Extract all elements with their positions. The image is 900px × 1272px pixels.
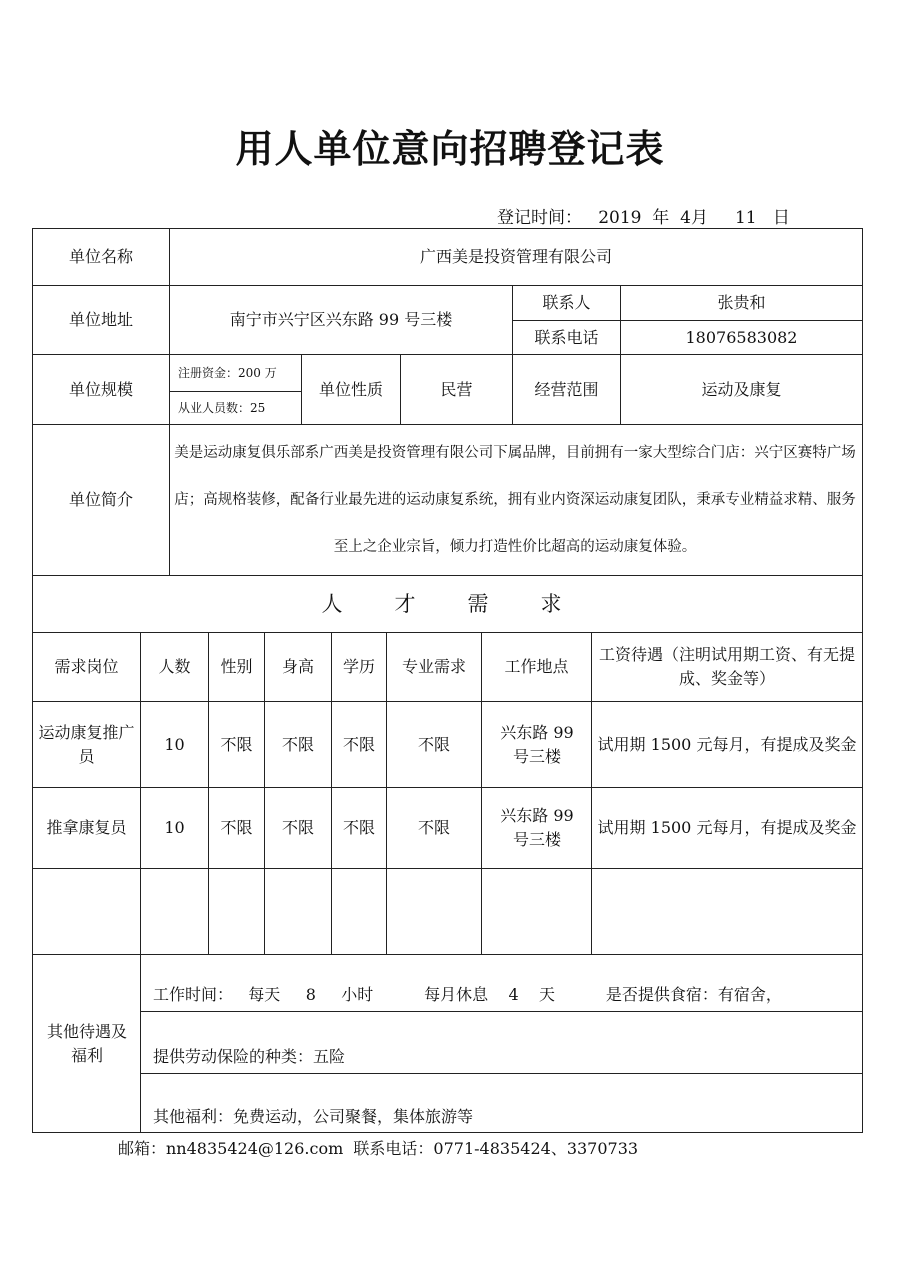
job-height: 不限 bbox=[281, 818, 314, 837]
divider bbox=[32, 868, 863, 869]
divider bbox=[591, 632, 592, 954]
job-location: 兴东路 99 号三楼 bbox=[500, 722, 574, 766]
registration-date bbox=[497, 203, 790, 228]
header-major: 专业需求 bbox=[401, 657, 466, 676]
work-time: 工作时间： 每天 8 小时 每月休息 4 天 是否提供食宿：有宿舍， bbox=[153, 985, 782, 1004]
business-scope-label: 经营范围 bbox=[534, 379, 599, 399]
header-headcount: 人数 bbox=[158, 657, 191, 676]
reg-year: 2019 bbox=[598, 208, 642, 228]
company-nature-label: 单位性质 bbox=[318, 379, 383, 399]
reg-date-label: 登记时间： bbox=[497, 208, 582, 228]
company-intro-text: 美是运动康复俱乐部系广西美是投资管理有限公司下属品牌，目前拥有一家大型综合门店：兴宁区赛特广场店；高规格装修，配备行业最先进的运动康复系统，拥有业内资深运动康复团队，秉承专业精益求精、服务至上之企业宗旨，倾力打造性价比超高的运动康复体验。 bbox=[174, 445, 856, 555]
reg-year-unit: 年 bbox=[652, 208, 670, 228]
company-name: 广西美是投资管理有限公司 bbox=[419, 247, 612, 266]
header-gender: 性别 bbox=[220, 657, 253, 676]
company-name-label: 单位名称 bbox=[68, 247, 133, 266]
job-location: 兴东路 99 号三楼 bbox=[500, 806, 574, 849]
header-location: 工作地点 bbox=[504, 657, 569, 676]
job-headcount: 10 bbox=[164, 818, 185, 837]
company-nature: 民营 bbox=[440, 379, 473, 399]
company-scale-label: 单位规模 bbox=[68, 379, 133, 399]
business-scope: 运动及康复 bbox=[701, 379, 782, 399]
reg-day: 11 bbox=[734, 208, 757, 228]
job-education: 不限 bbox=[342, 818, 375, 837]
job-gender: 不限 bbox=[220, 734, 253, 754]
job-position: 运动康复推广员 bbox=[38, 722, 135, 766]
header-education: 学历 bbox=[342, 657, 375, 676]
job-headcount: 10 bbox=[164, 734, 185, 754]
job-education: 不限 bbox=[342, 734, 375, 754]
footer-contact: 邮箱：nn4835424@126.com 联系电话：0771-4835424、3370733 bbox=[118, 1139, 639, 1158]
contact-name: 张贵和 bbox=[717, 293, 766, 312]
company-intro-label: 单位简介 bbox=[68, 490, 133, 509]
header-salary: 工资待遇（注明试用期工资、有无提成、奖金等） bbox=[598, 645, 855, 688]
contact-phone: 18076583082 bbox=[685, 327, 798, 347]
contact-label: 联系人 bbox=[542, 293, 591, 312]
divider bbox=[140, 1073, 863, 1074]
company-address-label: 单位地址 bbox=[68, 310, 133, 329]
divider bbox=[32, 954, 863, 955]
insurance-types: 提供劳动保险的种类：五险 bbox=[153, 1047, 346, 1066]
talent-demand-title: 人才需求 bbox=[321, 592, 614, 616]
registered-capital: 注册资金：200 万 bbox=[178, 366, 277, 380]
reg-month-unit: 月 bbox=[690, 208, 708, 228]
other-benefits: 其他福利：免费运动，公司聚餐，集体旅游等 bbox=[153, 1107, 474, 1126]
divider bbox=[140, 1011, 863, 1012]
form-title: 用人单位意向招聘登记表 bbox=[235, 126, 665, 171]
reg-day-unit: 日 bbox=[772, 208, 790, 228]
company-address: 南宁市兴宁区兴东路 99 号三楼 bbox=[229, 310, 453, 329]
job-position: 推拿康复员 bbox=[46, 818, 127, 837]
job-salary: 试用期 1500 元每月，有提成及奖金 bbox=[597, 734, 857, 754]
company-intro bbox=[170, 428, 860, 573]
phone-label: 联系电话 bbox=[534, 327, 599, 347]
benefits-label: 其他待遇及福利 bbox=[46, 1022, 127, 1065]
job-major: 不限 bbox=[417, 734, 450, 754]
job-salary: 试用期 1500 元每月，有提成及奖金 bbox=[597, 818, 857, 837]
job-height: 不限 bbox=[281, 734, 314, 754]
job-major: 不限 bbox=[417, 818, 450, 837]
job-gender: 不限 bbox=[220, 818, 253, 837]
employee-count: 从业人员数：25 bbox=[178, 401, 266, 415]
header-height: 身高 bbox=[281, 657, 314, 676]
reg-month: 4 bbox=[680, 208, 691, 228]
header-position: 需求岗位 bbox=[54, 657, 119, 676]
